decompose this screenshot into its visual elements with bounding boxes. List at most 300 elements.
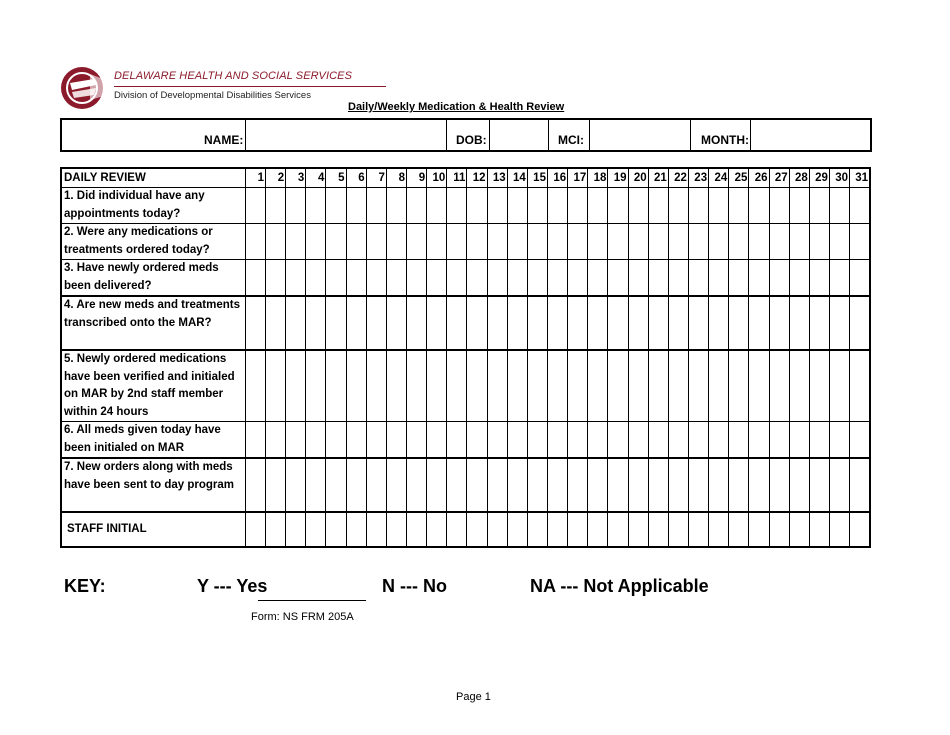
day-cell[interactable] [789, 224, 809, 260]
day-cell[interactable] [568, 512, 588, 547]
question-row-2-label: 2. Were any medications or treatments ordered today? [61, 224, 245, 260]
dhss-emblem-icon [60, 66, 108, 110]
dob-label: DOB: [456, 133, 487, 147]
day-cell[interactable] [729, 458, 749, 512]
day-cell[interactable] [346, 512, 366, 547]
day-cell[interactable] [668, 188, 688, 224]
day-cell[interactable] [346, 224, 366, 260]
day-cell[interactable] [286, 422, 306, 459]
day-cell[interactable] [386, 224, 406, 260]
day-cell[interactable] [467, 224, 487, 260]
question-row-2 [61, 224, 870, 260]
day-cell[interactable] [527, 296, 547, 350]
day-cell[interactable] [608, 350, 628, 422]
day-cell[interactable] [286, 260, 306, 297]
name-label: NAME: [204, 133, 244, 147]
day-cell[interactable] [729, 512, 749, 547]
day-cell[interactable] [507, 188, 527, 224]
day-cell[interactable] [306, 188, 326, 224]
day-cell[interactable] [547, 458, 567, 512]
day-cell[interactable] [245, 224, 265, 260]
day-cell[interactable] [366, 188, 386, 224]
day-header-27: 27 [769, 168, 789, 188]
day-cell[interactable] [286, 296, 306, 350]
day-cell[interactable] [527, 422, 547, 459]
day-cell[interactable] [850, 350, 870, 422]
day-header-20: 20 [628, 168, 648, 188]
month-label: MONTH: [701, 133, 749, 147]
question-row-3-label: 3. Have newly ordered meds been delivered? [61, 260, 245, 297]
day-cell[interactable] [568, 350, 588, 422]
day-header-17: 17 [568, 168, 588, 188]
day-cell[interactable] [427, 458, 447, 512]
day-header-26: 26 [749, 168, 769, 188]
day-header-9: 9 [406, 168, 426, 188]
day-cell[interactable] [306, 458, 326, 512]
day-cell[interactable] [769, 224, 789, 260]
day-cell[interactable] [688, 260, 708, 297]
day-cell[interactable] [547, 422, 567, 459]
day-cell[interactable] [306, 224, 326, 260]
day-cell[interactable] [809, 512, 829, 547]
day-cell[interactable] [749, 512, 769, 547]
day-cell[interactable] [668, 350, 688, 422]
day-cell[interactable] [749, 350, 769, 422]
day-cell[interactable] [709, 458, 729, 512]
day-cell[interactable] [608, 512, 628, 547]
key-na: NA --- Not Applicable [530, 576, 709, 596]
question-row-4 [61, 296, 870, 350]
day-cell[interactable] [709, 296, 729, 350]
day-cell[interactable] [306, 350, 326, 422]
day-cell[interactable] [628, 188, 648, 224]
day-cell[interactable] [406, 350, 426, 422]
day-cell[interactable] [668, 224, 688, 260]
day-header-31: 31 [850, 168, 870, 188]
question-row-6-label: 6. All meds given today have been initialed on MAR [61, 422, 245, 459]
day-cell[interactable] [749, 260, 769, 297]
day-cell[interactable] [245, 350, 265, 422]
day-cell[interactable] [286, 188, 306, 224]
day-cell[interactable] [467, 260, 487, 297]
form-number: Form: NS FRM 205A [251, 611, 354, 623]
day-cell[interactable] [668, 296, 688, 350]
day-cell[interactable] [789, 188, 809, 224]
day-cell[interactable] [829, 188, 849, 224]
day-cell[interactable] [447, 224, 467, 260]
day-cell[interactable] [266, 512, 286, 547]
day-cell[interactable] [507, 296, 527, 350]
day-header-16: 16 [547, 168, 567, 188]
day-cell[interactable] [386, 188, 406, 224]
question-row-1 [61, 188, 870, 224]
day-cell[interactable] [406, 188, 426, 224]
day-cell[interactable] [366, 350, 386, 422]
day-cell[interactable] [850, 260, 870, 297]
day-header-6: 6 [346, 168, 366, 188]
day-cell[interactable] [507, 458, 527, 512]
day-cell[interactable] [709, 224, 729, 260]
day-cell[interactable] [547, 260, 567, 297]
day-cell[interactable] [326, 422, 346, 459]
day-cell[interactable] [568, 260, 588, 297]
day-cell[interactable] [467, 458, 487, 512]
day-cell[interactable] [668, 422, 688, 459]
day-cell[interactable] [648, 350, 668, 422]
mci-field[interactable] [589, 120, 691, 150]
day-cell[interactable] [306, 260, 326, 297]
day-cell[interactable] [245, 512, 265, 547]
day-cell[interactable] [266, 350, 286, 422]
day-header-22: 22 [668, 168, 688, 188]
day-cell[interactable] [648, 458, 668, 512]
day-cell[interactable] [608, 458, 628, 512]
day-cell[interactable] [447, 260, 467, 297]
day-cell[interactable] [809, 350, 829, 422]
day-cell[interactable] [648, 224, 668, 260]
day-cell[interactable] [628, 458, 648, 512]
day-header-21: 21 [648, 168, 668, 188]
day-cell[interactable] [769, 296, 789, 350]
day-cell[interactable] [427, 260, 447, 297]
day-cell[interactable] [427, 512, 447, 547]
day-cell[interactable] [608, 224, 628, 260]
day-header-11: 11 [447, 168, 467, 188]
day-header-12: 12 [467, 168, 487, 188]
day-cell[interactable] [648, 512, 668, 547]
day-cell[interactable] [829, 512, 849, 547]
day-cell[interactable] [688, 458, 708, 512]
day-cell[interactable] [306, 512, 326, 547]
day-cell[interactable] [547, 296, 567, 350]
day-cell[interactable] [406, 512, 426, 547]
day-cell[interactable] [850, 458, 870, 512]
day-cell[interactable] [648, 422, 668, 459]
day-cell[interactable] [467, 350, 487, 422]
day-cell[interactable] [386, 512, 406, 547]
day-cell[interactable] [809, 224, 829, 260]
day-cell[interactable] [809, 422, 829, 459]
day-cell[interactable] [366, 422, 386, 459]
question-row-5-label: 5. Newly ordered medications have been verified and initialed on MAR by 2nd staff member within 24 hours [61, 350, 245, 422]
day-cell[interactable] [487, 350, 507, 422]
day-cell[interactable] [749, 458, 769, 512]
question-row-6 [61, 422, 870, 459]
day-cell[interactable] [749, 296, 769, 350]
day-cell[interactable] [467, 512, 487, 547]
day-cell[interactable] [709, 422, 729, 459]
day-cell[interactable] [809, 260, 829, 297]
day-cell[interactable] [447, 512, 467, 547]
question-row-4-label: 4. Are new meds and treatments transcribed onto the MAR? [61, 296, 245, 350]
day-header-19: 19 [608, 168, 628, 188]
day-cell[interactable] [245, 260, 265, 297]
day-cell[interactable] [547, 188, 567, 224]
day-cell[interactable] [286, 350, 306, 422]
day-cell[interactable] [507, 350, 527, 422]
day-cell[interactable] [266, 188, 286, 224]
day-cell[interactable] [850, 224, 870, 260]
day-cell[interactable] [406, 458, 426, 512]
day-cell[interactable] [286, 512, 306, 547]
day-cell[interactable] [266, 224, 286, 260]
day-cell[interactable] [406, 224, 426, 260]
day-cell[interactable] [245, 422, 265, 459]
day-cell[interactable] [789, 260, 809, 297]
day-cell[interactable] [266, 260, 286, 297]
day-cell[interactable] [467, 296, 487, 350]
day-cell[interactable] [245, 458, 265, 512]
day-cell[interactable] [769, 458, 789, 512]
day-cell[interactable] [547, 224, 567, 260]
day-cell[interactable] [688, 512, 708, 547]
day-cell[interactable] [346, 458, 366, 512]
day-cell[interactable] [749, 224, 769, 260]
day-cell[interactable] [688, 422, 708, 459]
name-field[interactable] [245, 120, 447, 150]
grid-header-row [61, 168, 870, 188]
day-cell[interactable] [789, 350, 809, 422]
day-cell[interactable] [507, 224, 527, 260]
day-cell[interactable] [286, 458, 306, 512]
day-cell[interactable] [769, 422, 789, 459]
day-cell[interactable] [527, 350, 547, 422]
day-cell[interactable] [487, 188, 507, 224]
day-cell[interactable] [688, 224, 708, 260]
day-cell[interactable] [386, 422, 406, 459]
day-cell[interactable] [668, 260, 688, 297]
day-cell[interactable] [346, 188, 366, 224]
day-cell[interactable] [366, 224, 386, 260]
day-cell[interactable] [507, 422, 527, 459]
day-cell[interactable] [729, 224, 749, 260]
day-cell[interactable] [648, 296, 668, 350]
day-cell[interactable] [749, 188, 769, 224]
day-cell[interactable] [487, 512, 507, 547]
day-cell[interactable] [608, 260, 628, 297]
day-cell[interactable] [366, 296, 386, 350]
staff-initial-row-label: STAFF INITIAL [61, 512, 245, 547]
logo-divider [114, 86, 386, 87]
day-cell[interactable] [245, 188, 265, 224]
day-cell[interactable] [668, 458, 688, 512]
day-cell[interactable] [406, 422, 426, 459]
day-cell[interactable] [527, 188, 547, 224]
day-header-15: 15 [527, 168, 547, 188]
day-cell[interactable] [628, 224, 648, 260]
day-cell[interactable] [628, 350, 648, 422]
day-cell[interactable] [668, 512, 688, 547]
day-cell[interactable] [427, 296, 447, 350]
day-cell[interactable] [648, 188, 668, 224]
day-cell[interactable] [628, 512, 648, 547]
grid-body [61, 168, 870, 547]
day-cell[interactable] [809, 188, 829, 224]
day-cell[interactable] [789, 512, 809, 547]
day-cell[interactable] [427, 422, 447, 459]
day-cell[interactable] [467, 422, 487, 459]
day-header-10: 10 [427, 168, 447, 188]
day-cell[interactable] [588, 296, 608, 350]
day-cell[interactable] [850, 188, 870, 224]
day-cell[interactable] [245, 296, 265, 350]
day-cell[interactable] [266, 458, 286, 512]
day-cell[interactable] [487, 422, 507, 459]
day-cell[interactable] [588, 422, 608, 459]
day-cell[interactable] [366, 512, 386, 547]
question-row-7 [61, 458, 870, 512]
day-cell[interactable] [628, 260, 648, 297]
day-cell[interactable] [306, 422, 326, 459]
dob-field[interactable] [489, 120, 549, 150]
day-cell[interactable] [608, 296, 628, 350]
day-cell[interactable] [286, 224, 306, 260]
key-yes: Y --- Yes [197, 576, 268, 596]
day-cell[interactable] [608, 422, 628, 459]
day-cell[interactable] [326, 260, 346, 297]
day-cell[interactable] [568, 188, 588, 224]
day-cell[interactable] [386, 458, 406, 512]
day-cell[interactable] [729, 188, 749, 224]
day-cell[interactable] [346, 350, 366, 422]
day-header-29: 29 [809, 168, 829, 188]
day-cell[interactable] [628, 422, 648, 459]
day-cell[interactable] [829, 260, 849, 297]
day-cell[interactable] [648, 260, 668, 297]
day-cell[interactable] [346, 422, 366, 459]
day-cell[interactable] [789, 422, 809, 459]
day-cell[interactable] [789, 296, 809, 350]
day-cell[interactable] [568, 458, 588, 512]
dhss-logo [60, 66, 353, 110]
day-cell[interactable] [688, 296, 708, 350]
day-cell[interactable] [266, 296, 286, 350]
day-cell[interactable] [809, 296, 829, 350]
day-cell[interactable] [729, 296, 749, 350]
day-cell[interactable] [507, 260, 527, 297]
day-cell[interactable] [709, 512, 729, 547]
day-cell[interactable] [588, 260, 608, 297]
day-cell[interactable] [467, 188, 487, 224]
day-cell[interactable] [850, 422, 870, 459]
day-cell[interactable] [447, 350, 467, 422]
day-cell[interactable] [688, 350, 708, 422]
day-cell[interactable] [527, 260, 547, 297]
day-cell[interactable] [527, 512, 547, 547]
day-cell[interactable] [829, 422, 849, 459]
day-cell[interactable] [326, 188, 346, 224]
day-header-13: 13 [487, 168, 507, 188]
day-cell[interactable] [326, 512, 346, 547]
key-label: KEY: [64, 576, 106, 596]
day-cell[interactable] [326, 296, 346, 350]
day-cell[interactable] [769, 188, 789, 224]
day-cell[interactable] [406, 296, 426, 350]
day-cell[interactable] [829, 224, 849, 260]
day-cell[interactable] [487, 224, 507, 260]
day-cell[interactable] [769, 260, 789, 297]
page-number: Page 1 [456, 691, 491, 703]
day-cell[interactable] [366, 458, 386, 512]
day-cell[interactable] [326, 458, 346, 512]
day-cell[interactable] [789, 458, 809, 512]
day-cell[interactable] [527, 458, 547, 512]
day-cell[interactable] [346, 260, 366, 297]
day-cell[interactable] [588, 512, 608, 547]
day-cell[interactable] [709, 350, 729, 422]
day-cell[interactable] [688, 188, 708, 224]
day-cell[interactable] [809, 458, 829, 512]
day-cell[interactable] [386, 260, 406, 297]
day-cell[interactable] [306, 296, 326, 350]
day-cell[interactable] [829, 296, 849, 350]
day-cell[interactable] [769, 350, 789, 422]
day-cell[interactable] [447, 188, 467, 224]
day-cell[interactable] [588, 350, 608, 422]
mci-label: MCI: [558, 133, 584, 147]
month-field[interactable] [750, 120, 871, 150]
day-cell[interactable] [709, 188, 729, 224]
day-cell[interactable] [507, 512, 527, 547]
day-cell[interactable] [326, 224, 346, 260]
day-cell[interactable] [427, 350, 447, 422]
day-cell[interactable] [829, 458, 849, 512]
day-cell[interactable] [447, 296, 467, 350]
day-cell[interactable] [547, 350, 567, 422]
day-cell[interactable] [427, 224, 447, 260]
day-cell[interactable] [769, 512, 789, 547]
day-cell[interactable] [487, 458, 507, 512]
daily-review-header: DAILY REVIEW [61, 168, 245, 188]
day-cell[interactable] [386, 296, 406, 350]
day-cell[interactable] [266, 422, 286, 459]
day-cell[interactable] [366, 260, 386, 297]
day-cell[interactable] [346, 296, 366, 350]
day-cell[interactable] [588, 224, 608, 260]
day-cell[interactable] [729, 350, 749, 422]
day-cell[interactable] [487, 260, 507, 297]
day-cell[interactable] [628, 296, 648, 350]
day-header-1: 1 [245, 168, 265, 188]
day-cell[interactable] [447, 422, 467, 459]
day-cell[interactable] [427, 188, 447, 224]
day-cell[interactable] [547, 512, 567, 547]
day-cell[interactable] [386, 350, 406, 422]
day-cell[interactable] [406, 260, 426, 297]
day-cell[interactable] [447, 458, 467, 512]
day-cell[interactable] [729, 260, 749, 297]
day-cell[interactable] [487, 296, 507, 350]
day-header-2: 2 [266, 168, 286, 188]
day-cell[interactable] [568, 422, 588, 459]
day-header-8: 8 [386, 168, 406, 188]
day-cell[interactable] [588, 458, 608, 512]
day-cell[interactable] [527, 224, 547, 260]
day-cell[interactable] [850, 512, 870, 547]
day-header-7: 7 [366, 168, 386, 188]
day-cell[interactable] [709, 260, 729, 297]
key-no: N --- No [382, 576, 447, 596]
day-cell[interactable] [829, 350, 849, 422]
day-cell[interactable] [568, 224, 588, 260]
day-cell[interactable] [588, 188, 608, 224]
day-cell[interactable] [850, 296, 870, 350]
day-cell[interactable] [729, 422, 749, 459]
day-cell[interactable] [608, 188, 628, 224]
day-cell[interactable] [326, 350, 346, 422]
day-cell[interactable] [749, 422, 769, 459]
day-cell[interactable] [568, 296, 588, 350]
